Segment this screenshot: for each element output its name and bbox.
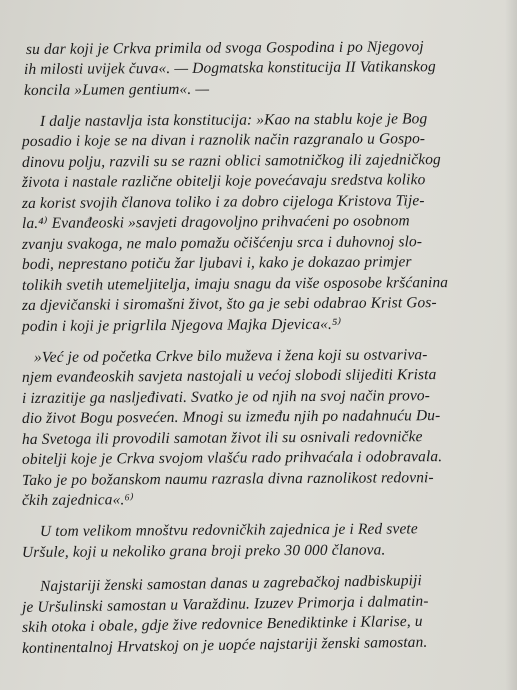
text-line: ha Svetoga ili provodili samotan život ili su osnivali redovničke — [21, 428, 423, 448]
text-line: i izrazitije ga nasljeđivati. Svatko je od njih na svoj način provo- — [21, 387, 431, 407]
text-line: života i nastale različne obitelji koje povećavaju sredstva koliko — [21, 171, 426, 191]
text-line: dio život Bogu posvećen. Mnogi su između njih po nadahnuću Du- — [21, 407, 441, 427]
text-line: dinovu polju, razvili su se razni oblici samotničkog ili zajedničkog — [21, 151, 441, 171]
text-line: bodi, neprestano potiču žar ljubavi i, kako je dokazao primjer — [21, 253, 412, 273]
text-line: obitelji koje je Crkva svojom vlašću rado prihvaćala i odobravala. — [21, 448, 443, 468]
text-line: la.⁴⁾ Evanđeoski »savjeti dragovoljno prihvaćeni po osobnom — [21, 212, 410, 232]
text-line: ih milosti uvijek čuva«. — Dogmatska konstitucija II Vatikanskog — [23, 58, 436, 78]
text-line: Uršule, koji u nekoliko grana broji preko 30 000 članova. — [21, 541, 386, 561]
text-line: su dar koji je Crkva primila od svoga Gospodina i po Njegovoj — [25, 38, 424, 58]
text-line: skih otoka i obale, gdje žive redovnice Benediktinke i Klarise, u — [21, 612, 423, 636]
text-line: »Već je od početka Crkve bilo muževa i žena koji su ostvariva- — [33, 346, 428, 366]
text-line: čkih zajednica«.⁶⁾ — [21, 491, 134, 509]
text-line: za korist svojih članova toliko i za dobro cijeloga Kristova Tije- — [21, 192, 425, 212]
text-line: posadio i koje se na divan i raznolik način razgranalo u Gospo- — [21, 130, 426, 150]
text-line: za djevičanski i siromašni život, što ga je sebi odabrao Krist Gos- — [21, 294, 437, 314]
text-line: tolikih svetih utemeljitelja, imaju snagu da više osposobe kršćanina — [21, 274, 449, 294]
text-line: njem evanđeoskih savjeta nastojali u većoj slobodi slijediti Krista — [21, 366, 437, 386]
text-line: Najstariji ženski samostan danas u zagrebačkoj nadbiskupiji — [39, 572, 423, 595]
page-edge-shadow — [505, 0, 517, 690]
text-line: podin i koji je prigrlila Njegova Majka Djevica«.⁵⁾ — [21, 315, 342, 335]
text-line: I dalje nastavlja ista konstitucija: »Kao na stablu koje je Bog — [39, 110, 428, 130]
text-line: kontinentalnoj Hrvatskoj on je uopće najstariji ženski samostan. — [21, 633, 428, 657]
text-line: koncila »Lumen gentium«. — — [23, 80, 210, 99]
text-line: U tom velikom mnoštvu redovničkih zajednica je i Red svete — [39, 520, 418, 540]
text-line: zvanju svakoga, ne malo pomažu očišćenju srca i duhovnoj slo- — [21, 233, 423, 253]
text-line: Tako je po božanskom naumu razrasla divna raznolikost redovni- — [21, 469, 434, 489]
text-line: je Uršulinski samostan u Varaždinu. Izuzev Primorja i dalmatin- — [21, 592, 429, 616]
